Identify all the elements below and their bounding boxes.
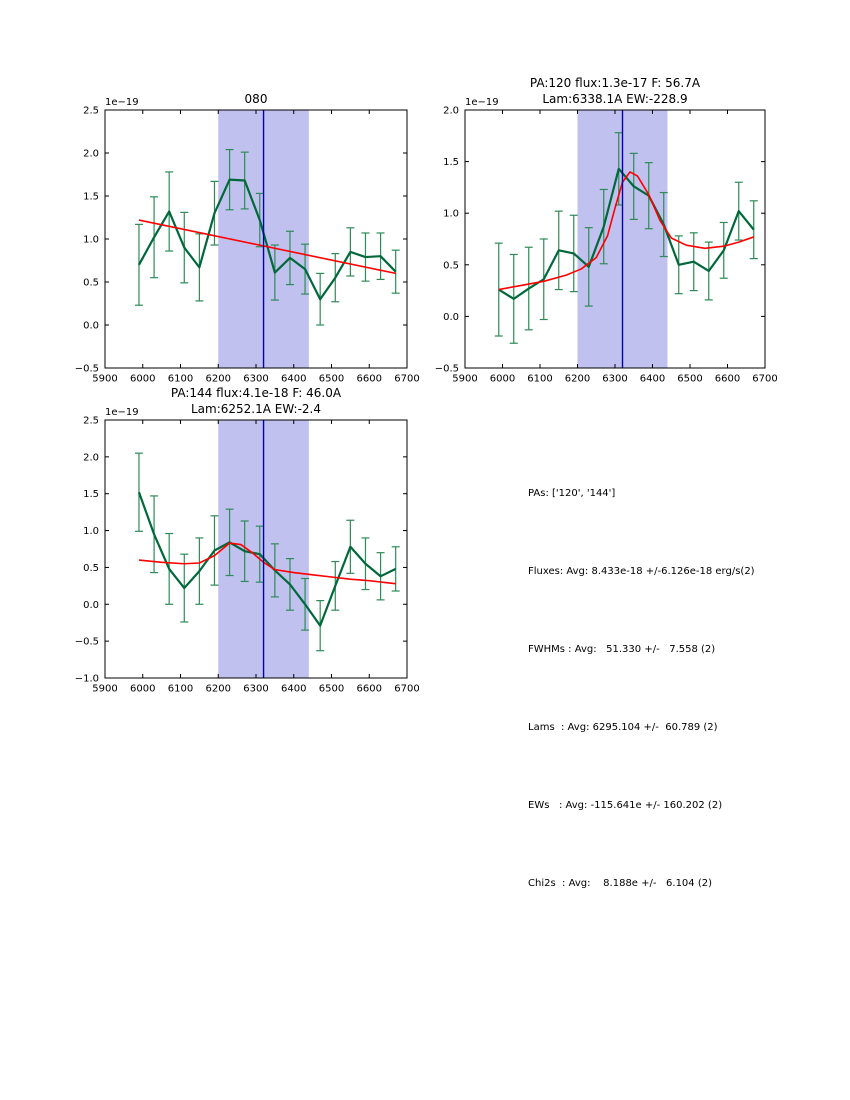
x-tick-label: 6400: [281, 683, 307, 695]
y-tick-label: 0.5: [83, 277, 99, 289]
y-tick-label: 1.0: [83, 234, 99, 246]
y-tick-label: 2.5: [83, 415, 99, 427]
x-tick-label: 6100: [167, 373, 194, 385]
x-tick-label: 6700: [394, 683, 420, 695]
stats-line-pas: PAs: ['120', '144']: [528, 488, 616, 499]
y-tick-label: 1.5: [83, 489, 99, 501]
x-tick-label: 6300: [243, 373, 269, 385]
y-tick-label: 0.0: [443, 311, 459, 323]
x-tick-label: 6700: [752, 373, 778, 385]
y-tick-label: −0.5: [74, 363, 99, 375]
x-tick-label: 6200: [205, 373, 231, 385]
x-tick-label: 5900: [452, 373, 478, 385]
plot-pa144: [75, 386, 420, 695]
x-tick-label: 6600: [356, 373, 382, 385]
x-tick-label: 6300: [602, 373, 628, 385]
x-tick-label: 6600: [356, 683, 382, 695]
stats-panel: [528, 429, 755, 949]
stats-line-fluxes: Fluxes: Avg: 8.433e-18 +/-6.126e-18 erg/s(2): [528, 566, 755, 577]
plot-title: PA:144 flux:4.1e-18 F: 46.0A: [170, 386, 342, 400]
y-tick-label: 1.5: [443, 157, 459, 169]
stats-line-lams: Lams : Avg: 6295.104 +/- 60.789 (2): [528, 722, 718, 733]
plot-pa120: [435, 76, 778, 385]
x-tick-label: 6100: [527, 373, 553, 385]
y-tick-label: 1.0: [443, 208, 459, 220]
y-axis-offset-label: 1e−19: [105, 97, 139, 108]
x-tick-label: 6000: [489, 373, 516, 385]
x-tick-label: 6000: [130, 373, 156, 385]
y-tick-label: 0.5: [83, 562, 99, 574]
x-tick-label: 5900: [92, 373, 118, 385]
plot-title: Lam:6338.1A EW:-228.9: [542, 92, 688, 106]
plot-title: Lam:6252.1A EW:-2.4: [191, 402, 321, 416]
x-tick-label: 6400: [281, 373, 307, 385]
y-tick-label: 2.5: [83, 105, 99, 117]
x-tick-label: 6500: [677, 373, 703, 385]
y-tick-label: 0.0: [83, 320, 99, 332]
y-tick-label: 0.5: [443, 260, 459, 272]
y-tick-label: 2.0: [83, 148, 99, 160]
plot-title: 080: [244, 92, 268, 106]
x-tick-label: 6100: [167, 683, 194, 695]
x-tick-label: 6200: [205, 683, 231, 695]
y-tick-label: 0.0: [83, 599, 99, 611]
x-tick-label: 6000: [130, 683, 156, 695]
x-tick-label: 6200: [564, 373, 591, 385]
y-tick-label: 2.0: [443, 105, 459, 117]
stats-line-chi2s: Chi2s : Avg: 8.188e +/- 6.104 (2): [528, 878, 713, 889]
y-tick-label: 1.5: [83, 191, 99, 203]
y-tick-label: −0.5: [74, 636, 99, 648]
plot-080: [75, 92, 420, 385]
x-tick-label: 5900: [92, 683, 118, 695]
x-tick-label: 6300: [243, 683, 269, 695]
x-tick-label: 6700: [394, 373, 420, 385]
x-tick-label: 6600: [714, 373, 741, 385]
plot-title: PA:120 flux:1.3e-17 F: 56.7A: [529, 76, 701, 90]
stats-line-ews: EWs : Avg: -115.641e +/- 160.202 (2): [528, 800, 723, 811]
x-tick-label: 6500: [318, 683, 345, 695]
y-tick-label: 2.0: [83, 452, 99, 464]
stats-line-fwhms: FWHMs : Avg: 51.330 +/- 7.558 (2): [528, 644, 716, 655]
y-tick-label: −0.5: [434, 363, 459, 375]
y-tick-label: 1.0: [83, 526, 99, 538]
y-tick-label: −1.0: [74, 673, 99, 685]
x-tick-label: 6500: [318, 373, 345, 385]
x-tick-label: 6400: [639, 373, 666, 385]
y-axis-offset-label: 1e−19: [465, 97, 499, 108]
y-axis-offset-label: 1e−19: [105, 407, 139, 418]
